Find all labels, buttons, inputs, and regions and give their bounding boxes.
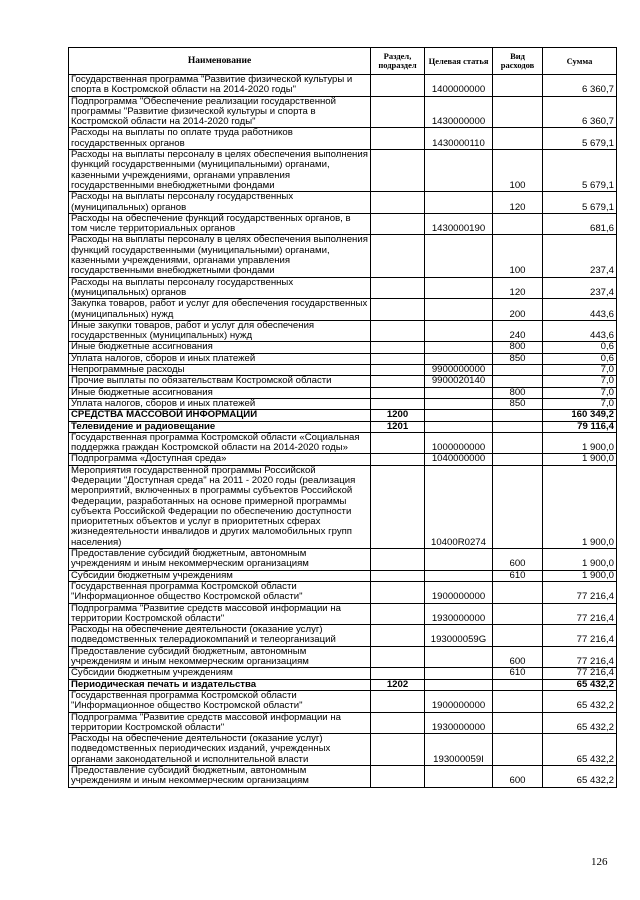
cell-expense-type — [493, 421, 543, 432]
cell-expense-type — [493, 128, 543, 150]
table-row — [69, 690, 617, 712]
table-row — [69, 192, 617, 214]
cell-amount: 65 432,2 — [543, 679, 617, 690]
cell-section — [371, 320, 425, 342]
cell-expense-type — [493, 410, 543, 421]
cell-section — [371, 398, 425, 409]
table-row — [69, 277, 617, 299]
cell-amount: 6 360,7 — [543, 75, 617, 97]
cell-expense-type: 600 — [493, 766, 543, 788]
cell-name: Подпрограмма «Доступная среда» — [69, 454, 371, 465]
cell-expense-type: 800 — [493, 342, 543, 353]
table-row — [69, 387, 617, 398]
cell-amount: 77 216,4 — [543, 581, 617, 603]
cell-expense-type — [493, 365, 543, 376]
cell-section: 1201 — [371, 421, 425, 432]
cell-section — [371, 150, 425, 192]
cell-name: Предоставление субсидий бюджетным, автономным учреждениям и иным некоммерческим организациям — [69, 646, 371, 668]
cell-amount: 1 900,0 — [543, 549, 617, 571]
cell-target-item: 1000000000 — [425, 432, 493, 454]
cell-section — [371, 734, 425, 766]
cell-amount: 7,0 — [543, 387, 617, 398]
cell-amount: 237,4 — [543, 235, 617, 277]
cell-section — [371, 235, 425, 277]
cell-name: Государственная программа Костромской области "Информационное общество Костромской области" — [69, 581, 371, 603]
table-row — [69, 96, 617, 128]
cell-expense-type — [493, 465, 543, 548]
cell-section — [371, 277, 425, 299]
table-row — [69, 410, 617, 421]
table-row — [69, 646, 617, 668]
cell-amount: 237,4 — [543, 277, 617, 299]
table-row — [69, 376, 617, 387]
cell-name: Подпрограмма "Обеспечение реализации государственной программы "Развитие физической культуры и спорта в Костромской области на 2014-2020 годы" — [69, 96, 371, 128]
cell-section — [371, 712, 425, 734]
cell-target-item: 10400R0274 — [425, 465, 493, 548]
cell-expense-type: 100 — [493, 150, 543, 192]
cell-amount: 77 216,4 — [543, 625, 617, 647]
cell-name: Подпрограмма "Развитие средств массовой информации на территории Костромской области" — [69, 603, 371, 625]
table-row — [69, 342, 617, 353]
table-row — [69, 734, 617, 766]
cell-expense-type — [493, 96, 543, 128]
cell-target-item — [425, 387, 493, 398]
cell-target-item: 1430000190 — [425, 213, 493, 235]
cell-name: Расходы на обеспечение деятельности (оказание услуг) подведомственных телерадиокомпаний и телеорганизаций — [69, 625, 371, 647]
cell-section — [371, 454, 425, 465]
column-header-expense-type: Вид расходов — [493, 48, 543, 75]
table-row — [69, 398, 617, 409]
cell-target-item: 1430000000 — [425, 96, 493, 128]
table-row — [69, 766, 617, 788]
cell-name: Подпрограмма "Развитие средств массовой информации на территории Костромской области" — [69, 712, 371, 734]
cell-expense-type — [493, 734, 543, 766]
cell-name: Субсидии бюджетным учреждениям — [69, 570, 371, 581]
cell-target-item — [425, 570, 493, 581]
cell-target-item: 9900000000 — [425, 365, 493, 376]
cell-expense-type: 850 — [493, 398, 543, 409]
cell-expense-type — [493, 581, 543, 603]
cell-amount: 65 432,2 — [543, 712, 617, 734]
cell-amount: 6 360,7 — [543, 96, 617, 128]
cell-name: Субсидии бюджетным учреждениям — [69, 668, 371, 679]
cell-target-item: 1040000000 — [425, 454, 493, 465]
cell-expense-type — [493, 625, 543, 647]
table-row — [69, 299, 617, 321]
cell-section — [371, 353, 425, 364]
cell-name: Расходы на обеспечение деятельности (оказание услуг) подведомственных периодических изданий, учрежденных органами законодательной и исполнительной власти — [69, 734, 371, 766]
cell-target-item: 9900020140 — [425, 376, 493, 387]
cell-target-item: 1900000000 — [425, 690, 493, 712]
cell-amount: 7,0 — [543, 365, 617, 376]
cell-amount: 7,0 — [543, 376, 617, 387]
cell-amount: 77 216,4 — [543, 603, 617, 625]
cell-section — [371, 549, 425, 571]
cell-expense-type — [493, 432, 543, 454]
cell-name: Периодическая печать и издательства — [69, 679, 371, 690]
cell-name: Закупка товаров, работ и услуг для обеспечения государственных (муниципальных) нужд — [69, 299, 371, 321]
cell-target-item: 193000059I — [425, 734, 493, 766]
cell-expense-type — [493, 679, 543, 690]
budget-table — [68, 47, 617, 788]
table-row — [69, 150, 617, 192]
cell-amount: 65 432,2 — [543, 734, 617, 766]
cell-target-item: 1930000000 — [425, 603, 493, 625]
cell-name: Телевидение и радиовещание — [69, 421, 371, 432]
cell-section — [371, 75, 425, 97]
cell-amount: 1 900,0 — [543, 432, 617, 454]
cell-amount: 7,0 — [543, 398, 617, 409]
cell-amount: 0,6 — [543, 342, 617, 353]
cell-section — [371, 690, 425, 712]
table-row — [69, 353, 617, 364]
column-header-section: Раздел, подраздел — [371, 48, 425, 75]
cell-target-item: 1930000000 — [425, 712, 493, 734]
table-body — [69, 75, 617, 788]
cell-name: Мероприятия государственной программы Российской Федерации "Доступная среда" на 2011 - 2020 годы (реализация мероприятий, включенных в программы субъектов Российской Федерации, разработанных на основе примерной программы субъекта Российской Федерации по обеспечению доступности приоритетных объектов и услуг в приоритетных сферах жизнедеятельности инвалидов и других маломобильных групп населения) — [69, 465, 371, 548]
cell-target-item — [425, 766, 493, 788]
cell-section — [371, 570, 425, 581]
cell-section — [371, 128, 425, 150]
cell-target-item — [425, 150, 493, 192]
cell-expense-type — [493, 75, 543, 97]
cell-section: 1200 — [371, 410, 425, 421]
cell-name: Предоставление субсидий бюджетным, автономным учреждениям и иным некоммерческим организациям — [69, 549, 371, 571]
cell-expense-type — [493, 213, 543, 235]
cell-name: Иные бюджетные ассигнования — [69, 342, 371, 353]
cell-amount: 65 432,2 — [543, 766, 617, 788]
cell-amount: 77 216,4 — [543, 668, 617, 679]
cell-target-item: 1900000000 — [425, 581, 493, 603]
table-row — [69, 603, 617, 625]
table-row — [69, 625, 617, 647]
cell-expense-type: 850 — [493, 353, 543, 364]
table-row — [69, 213, 617, 235]
cell-amount: 443,6 — [543, 320, 617, 342]
cell-amount: 77 216,4 — [543, 646, 617, 668]
column-header-target-item: Целевая статья — [425, 48, 493, 75]
cell-section — [371, 766, 425, 788]
cell-expense-type: 120 — [493, 192, 543, 214]
table-row — [69, 421, 617, 432]
cell-name: Расходы на выплаты по оплате труда работников государственных органов — [69, 128, 371, 150]
column-header-amount: Сумма — [543, 48, 617, 75]
table-row — [69, 320, 617, 342]
table-row — [69, 432, 617, 454]
cell-section — [371, 342, 425, 353]
cell-section — [371, 465, 425, 548]
cell-amount: 1 900,0 — [543, 570, 617, 581]
cell-target-item: 193000059G — [425, 625, 493, 647]
cell-expense-type: 100 — [493, 235, 543, 277]
cell-name: Уплата налогов, сборов и иных платежей — [69, 353, 371, 364]
cell-target-item — [425, 421, 493, 432]
cell-expense-type: 600 — [493, 646, 543, 668]
table-header-row — [69, 48, 617, 75]
cell-amount: 65 432,2 — [543, 690, 617, 712]
cell-section — [371, 96, 425, 128]
cell-section — [371, 581, 425, 603]
cell-target-item — [425, 192, 493, 214]
cell-expense-type: 610 — [493, 668, 543, 679]
cell-expense-type: 240 — [493, 320, 543, 342]
cell-target-item — [425, 646, 493, 668]
table-row — [69, 581, 617, 603]
cell-section: 1202 — [371, 679, 425, 690]
table-row — [69, 454, 617, 465]
table-row — [69, 549, 617, 571]
cell-name: Государственная программа Костромской области "Информационное общество Костромской области" — [69, 690, 371, 712]
cell-expense-type: 800 — [493, 387, 543, 398]
cell-expense-type — [493, 603, 543, 625]
cell-section — [371, 192, 425, 214]
cell-section — [371, 299, 425, 321]
cell-name: Расходы на выплаты персоналу государственных (муниципальных) органов — [69, 192, 371, 214]
table-row — [69, 679, 617, 690]
cell-target-item: 1430000110 — [425, 128, 493, 150]
cell-target-item — [425, 320, 493, 342]
cell-expense-type — [493, 454, 543, 465]
cell-amount: 5 679,1 — [543, 192, 617, 214]
cell-name: Расходы на обеспечение функций государственных органов, в том числе территориальных органов — [69, 213, 371, 235]
cell-name: Расходы на выплаты персоналу государственных (муниципальных) органов — [69, 277, 371, 299]
cell-target-item — [425, 235, 493, 277]
cell-target-item: 1400000000 — [425, 75, 493, 97]
cell-amount: 5 679,1 — [543, 128, 617, 150]
cell-target-item — [425, 342, 493, 353]
table-row — [69, 365, 617, 376]
cell-name: Расходы на выплаты персоналу в целях обеспечения выполнения функций государственными (муниципальными) органами, казенными учреждениями, органами управления государственными внебюджетными фондами — [69, 150, 371, 192]
table-row — [69, 712, 617, 734]
cell-name: Государственная программа Костромской области «Социальная поддержка граждан Костромской области на 2014-2020 годы» — [69, 432, 371, 454]
cell-section — [371, 365, 425, 376]
cell-name: Государственная программа "Развитие физической культуры и спорта в Костромской области на 2014-2020 годы" — [69, 75, 371, 97]
cell-expense-type: 200 — [493, 299, 543, 321]
cell-expense-type — [493, 690, 543, 712]
column-header-name: Наименование — [69, 48, 371, 75]
cell-expense-type: 120 — [493, 277, 543, 299]
cell-target-item — [425, 277, 493, 299]
cell-section — [371, 646, 425, 668]
cell-target-item — [425, 549, 493, 571]
table-row — [69, 465, 617, 548]
cell-section — [371, 625, 425, 647]
cell-section — [371, 668, 425, 679]
cell-amount: 160 349,2 — [543, 410, 617, 421]
cell-expense-type — [493, 712, 543, 734]
cell-expense-type: 610 — [493, 570, 543, 581]
cell-amount: 1 900,0 — [543, 454, 617, 465]
cell-amount: 1 900,0 — [543, 465, 617, 548]
cell-amount: 79 116,4 — [543, 421, 617, 432]
cell-target-item — [425, 398, 493, 409]
cell-section — [371, 376, 425, 387]
cell-name: СРЕДСТВА МАССОВОЙ ИНФОРМАЦИИ — [69, 410, 371, 421]
cell-name: Предоставление субсидий бюджетным, автономным учреждениям и иным некоммерческим организациям — [69, 766, 371, 788]
table-row — [69, 75, 617, 97]
cell-amount: 0,6 — [543, 353, 617, 364]
cell-section — [371, 432, 425, 454]
cell-target-item — [425, 299, 493, 321]
cell-name: Уплата налогов, сборов и иных платежей — [69, 398, 371, 409]
cell-name: Непрограммные расходы — [69, 365, 371, 376]
cell-name: Иные закупки товаров, работ и услуг для обеспечения государственных (муниципальных) нужд — [69, 320, 371, 342]
cell-target-item — [425, 353, 493, 364]
cell-section — [371, 387, 425, 398]
cell-expense-type: 600 — [493, 549, 543, 571]
cell-amount: 5 679,1 — [543, 150, 617, 192]
table-row — [69, 235, 617, 277]
table-row — [69, 570, 617, 581]
table-row — [69, 128, 617, 150]
cell-target-item — [425, 668, 493, 679]
cell-amount: 443,6 — [543, 299, 617, 321]
page-number: 126 — [591, 856, 608, 868]
cell-target-item — [425, 679, 493, 690]
cell-target-item — [425, 410, 493, 421]
cell-name: Иные бюджетные ассигнования — [69, 387, 371, 398]
cell-section — [371, 213, 425, 235]
cell-expense-type — [493, 376, 543, 387]
table-row — [69, 668, 617, 679]
cell-section — [371, 603, 425, 625]
cell-name: Расходы на выплаты персоналу в целях обеспечения выполнения функций государственными (муниципальными) органами, казенными учреждениями, органами управления государственными внебюджетными фондами — [69, 235, 371, 277]
cell-amount: 681,6 — [543, 213, 617, 235]
cell-name: Прочие выплаты по обязательствам Костромской области — [69, 376, 371, 387]
